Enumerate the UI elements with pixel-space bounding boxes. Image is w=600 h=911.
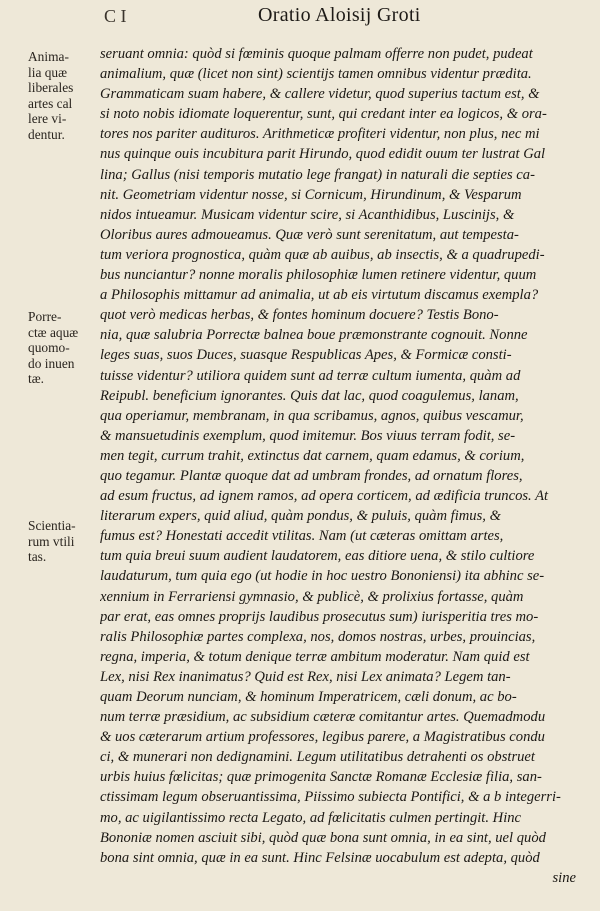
text-line: Grammaticam suam habere, & callere videtur, quod superius tactum est, & [100,86,540,103]
text-line: ralis Philosophiæ partes complexa, nos, domos nostras, urbes, prouincias, [100,628,536,645]
text-line: Bononiæ nomen asciuit sibi, quòd quæ bona sunt omnia, in ea sint, uel quòd [100,829,546,846]
marginal-line: do inuen [28,355,75,371]
text-line: nidos intueamur. Musicam videntur scire, si Acanthidibus, Luscinijs, & [100,206,515,223]
text-line: lina; Gallus (nisi temporis mutatio lege frangat) in naturali die septies ca- [100,166,535,183]
text-line: quot verò medicas herbas, & fontes hominum docuere? Testis Bono- [100,307,499,324]
text-line: a Philosophis mittamur ad animalia, ut ab eis virtutum discamus exempla? [100,287,539,304]
text-line: ci, & munerari non dedignamini. Legum utilitatibus detrahenti os obstruet [100,749,535,766]
text-line: regna, imperia, & totum denique terræ ambitum moderatur. Nam quid est [100,648,530,665]
text-line: tum quia breui suum audient laudatorem, eas ditiore uena, & stilo cultiore [100,548,535,565]
marginal-line: quomo- [28,340,70,356]
text-line: qua operiamur, membranam, in qua scribamus, agnos, quibus vescamur, [100,407,524,424]
text-line: xennium in Ferrariensi gymnasio, & publicè, & prolixius fortasse, quàm [100,588,524,605]
marginal-line: artes cal [28,95,73,111]
marginal-line: Scientia- [28,518,76,533]
text-line: tuisse videntur? utiliora quidem sunt ad terræ cultum iumenta, quàm ad [100,367,521,384]
text-line: num terræ præsidium, ac subsidium cæteræ comitantur artes. Quemadmodu [100,709,546,726]
text-line: bus nunciantur? nonne moralis philosophiæ lumen retinere videntur, quum [100,267,537,284]
marginal-note-animalia [28,49,98,143]
text-line: & mansuetudinis exemplum, quod imitemur. Bos viuus terram fodit, se- [100,427,516,444]
marginal-line: tas. [28,549,47,565]
running-title: Oratio Aloisij Groti [258,4,421,26]
text-line: Reipubl. beneficium ignorantes. Quis dat lac, quod coagulemus, lanam, [100,387,519,404]
marginal-line: liberales [28,80,74,96]
text-line: nit. Geometriam videntur nosse, si Cornicum, Hirundinum, & Vesparum [100,186,522,203]
text-line: ctissimam legum obseruantissima, Piissimo subiecta Pontifici, & a b integerri- [100,789,561,806]
text-line: quam Deorum nunciam, & hominum Imperatricem, cæli donum, ac bo- [100,689,517,705]
text-line: tores nos pariter audituros. Arithmeticæ profiteri videntur, non plus, nec mi [100,126,540,143]
text-line: Oloribus aures admoueamus. Quæ verò sunt serenitatum, aut tempesta- [100,226,519,243]
marginal-line: dentur. [28,126,65,142]
marginal-line: ctæ aquæ [28,324,79,340]
text-line: animalium, quæ (licet non sint) scientijs tamen omnibus videntur prædita. [100,66,532,83]
text-line: mo, ac uigilantissimo recta Legato, ad fœlicitatis culmen pertingit. Hinc [100,809,522,826]
text-line: leges suas, suos Duces, suasque Respublicas Apes, & Formicæ consti- [100,347,512,364]
text-line: si noto nobis idiomate loquerentur, sunt, qui credant inter ea logicos, & ora- [100,106,547,123]
text-line: urbis huius fœlicitas; quæ primogenita Sanctæ Romanæ Ecclesiæ filia, san- [100,769,542,786]
text-line: nus quinque ouis incubitura parit Hirundo, quod edidit ouum ter lustrat Gal [100,146,546,163]
main-text [100,44,588,888]
marginal-line: lia quæ [28,64,68,80]
text-line: men tegit, currum trahit, extinctus dat carnem, quam edamus, & corium, [100,447,525,464]
text-line: nia, quæ salubria Porrectæ balnea boue præmonstrante cognouit. Nonne [100,327,528,344]
text-line: Lex, nisi Rex inanimatus? Quid est Rex, nisi Lex animata? Legem tan- [100,668,511,685]
text-line: seruant omnia: quòd si fœminis quoque palmam offerre non pudet, pudeat [100,46,533,62]
marginal-line: tæ. [28,371,44,387]
text-line: & uos cæterarum artium professores, legibus parere, a Magistratibus condu [100,729,545,746]
text-line: quo tegamur. Plantæ quoque dat ad umbram frondes, ad ornatum flores, [100,467,523,484]
marginal-line: Porre- [28,309,62,324]
marginal-line: lere vi- [28,111,67,127]
folio-number: C I [104,6,127,26]
text-line: tum veriora prognostica, quàm quæ ab auibus, ab insectis, & a quadrupedi- [100,246,545,263]
text-line: bona sint omnia, quæ in ea sunt. Hinc Felsinæ uocabulum est adepta, quòd [100,849,540,866]
marginal-note-porrectae [28,309,98,387]
text-line: fumus est? Honestati accedit vtilitas. Nam (ut cæteras omittam artes, [100,528,504,545]
text-line: literarum expers, quid aliud, quàm pondus, & puluis, quàm fimus, & [100,508,501,525]
text-line: laudaturum, tum quia ego (ut hodie in hoc uestro Bononiensi) ita abhinc se- [100,568,545,585]
marginal-line: rum vtili [28,533,75,549]
catchword: sine [552,869,576,886]
text-line: ad esum fructus, ad ignem ramos, ad opera corticem, ad ædificia truncos. At [100,488,549,505]
marginal-line: Anima- [28,49,69,64]
text-line: par erat, eas omnes proprijs laudibus prosecutus sum) iurisperitia tres mo- [100,608,539,625]
marginal-note-scientiarum [28,518,98,565]
